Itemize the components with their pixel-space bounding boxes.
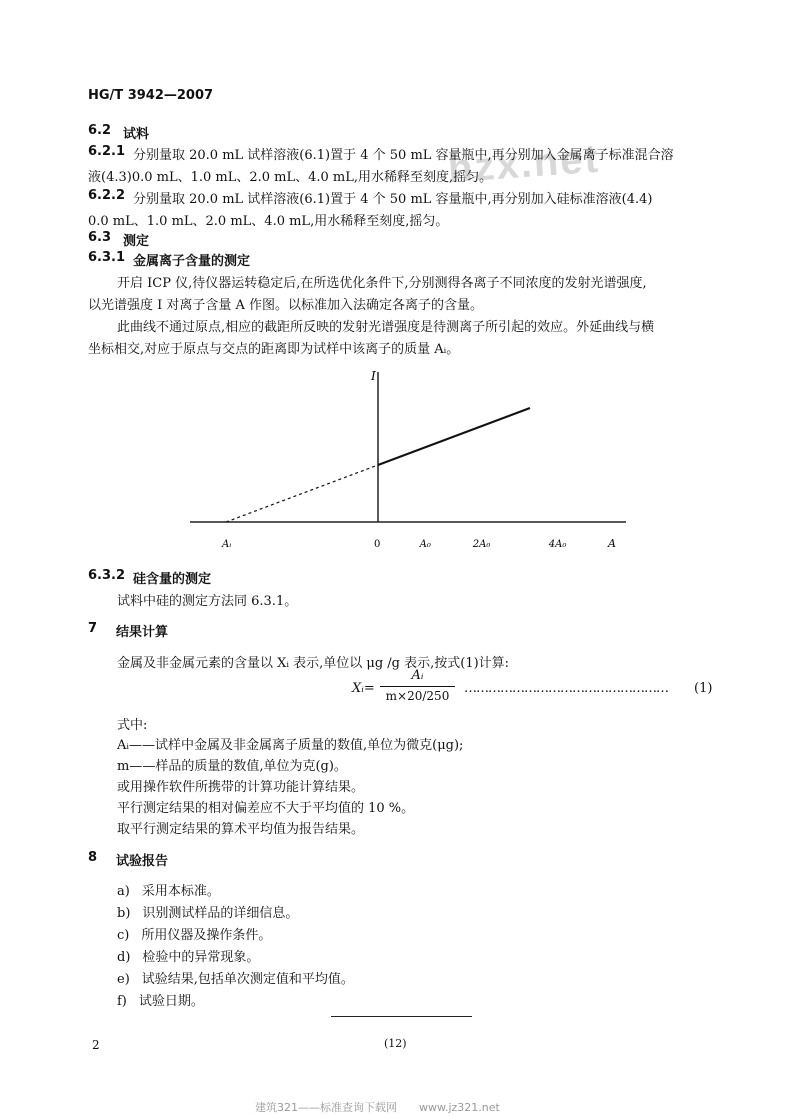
formula-numerator: Aᵢ	[411, 668, 424, 683]
s631-num: 6.3.1	[88, 250, 126, 265]
s631-p1-line1: 开启 ICP 仪,待仪器运转稳定后,在所选优化条件下,分别测得各离子不同浓度的发射光谱强度,	[117, 276, 647, 291]
x-tick-label: Aᵢ	[222, 539, 232, 550]
s62-title: 试料	[123, 127, 150, 142]
formula-denominator: m×20/250	[385, 689, 450, 703]
list-item: c) 所用仪器及操作条件。	[117, 928, 272, 943]
footer-rule	[331, 1016, 472, 1017]
x-tick-label: A₀	[419, 539, 431, 550]
y-axis-label: I	[371, 369, 376, 383]
s63-num: 6.3	[88, 230, 112, 245]
where-label: 式中:	[117, 718, 148, 733]
x-tick-label: 0	[374, 539, 381, 550]
watermark: hzx.net	[446, 136, 602, 192]
s7-title: 结果计算	[116, 625, 169, 640]
x-tick-label: 4A₀	[548, 539, 567, 550]
s632-text: 试料中硅的测定方法同 6.3.1。	[117, 594, 298, 609]
extrapolated-line	[226, 465, 378, 522]
s631-p2-line2: 坐标相交,对应于原点与交点的距离即为试样中该离子的质量 Aᵢ。	[88, 342, 460, 357]
s7-num: 7	[88, 621, 98, 636]
s8-num: 8	[88, 850, 98, 865]
relative-deviation-note: 平行测定结果的相对偏差应不大于平均值的 10 %。	[117, 801, 415, 816]
calibration-line	[378, 408, 530, 465]
list-item: d) 检验中的异常现象。	[117, 950, 260, 965]
page-number: 2	[92, 1038, 100, 1052]
s63-title: 测定	[123, 234, 150, 249]
list-item: f) 试验日期。	[117, 994, 204, 1009]
s621-num: 6.2.1	[88, 144, 126, 159]
s622-line2: 0.0 mL、1.0 mL、2.0 mL、4.0 mL,用水稀释至刻度,摇匀。	[88, 214, 449, 229]
site-footer: 建筑321——标准查询下载网 www.jz321.net	[255, 1101, 500, 1114]
def-m: m——样品的质量的数值,单位为克(g)。	[117, 759, 347, 774]
list-item: b) 识别测试样品的详细信息。	[117, 906, 299, 921]
standard-id: HG/T 3942—2007	[88, 88, 214, 103]
def-a: Aᵢ——试样中金属及非金属离子质量的数值,单位为微克(μg);	[117, 738, 464, 753]
average-result-note: 取平行测定结果的算术平均值为报告结果。	[117, 822, 365, 837]
formula-leader-dots: ……………………………………………	[464, 681, 668, 696]
s631-p1-line2: 以光谱强度 I 对离子含量 A 作图。以标准加入法确定各离子的含量。	[88, 298, 484, 313]
s7-intro: 金属及非金属元素的含量以 Xᵢ 表示,单位以 μg /g 表示,按式(1)计算:	[117, 656, 510, 671]
list-item: a) 采用本标准。	[117, 884, 220, 899]
x-tick-label: 2A₀	[472, 539, 491, 550]
formula-number: (1)	[694, 681, 713, 696]
page-center-number: (12)	[384, 1037, 407, 1050]
s622-line1: 分别量取 20.0 mL 试样溶液(6.1)置于 4 个 50 mL 容量瓶中,再分别加入硅标准溶液(4.4)	[133, 192, 653, 207]
x-axis-label: A	[608, 537, 616, 550]
s621-line1: 分别量取 20.0 mL 试样溶液(6.1)置于 4 个 50 mL 容量瓶中,再分别加入金属离子标准混合溶	[133, 148, 674, 163]
list-item: e) 试验结果,包括单次测定值和平均值。	[117, 972, 354, 987]
s622-num: 6.2.2	[88, 188, 126, 203]
s632-num: 6.3.2	[88, 568, 126, 583]
s631-p2-line1: 此曲线不通过原点,相应的截距所反映的发射光谱强度是待测离子所引起的效应。外延曲线与横	[117, 320, 655, 335]
s632-title: 硅含量的测定	[133, 572, 212, 587]
fraction-bar	[380, 686, 455, 687]
s621-line2: 液(4.3)0.0 mL、1.0 mL、2.0 mL、4.0 mL,用水稀释至刻度,摇匀。	[88, 170, 493, 185]
s631-title: 金属离子含量的测定	[133, 254, 251, 269]
formula-lhs: Xᵢ=	[352, 681, 375, 696]
calc-software-note: 或用操作软件所携带的计算功能计算结果。	[117, 780, 365, 795]
s62-num: 6.2	[88, 123, 112, 138]
s8-title: 试验报告	[116, 854, 169, 869]
